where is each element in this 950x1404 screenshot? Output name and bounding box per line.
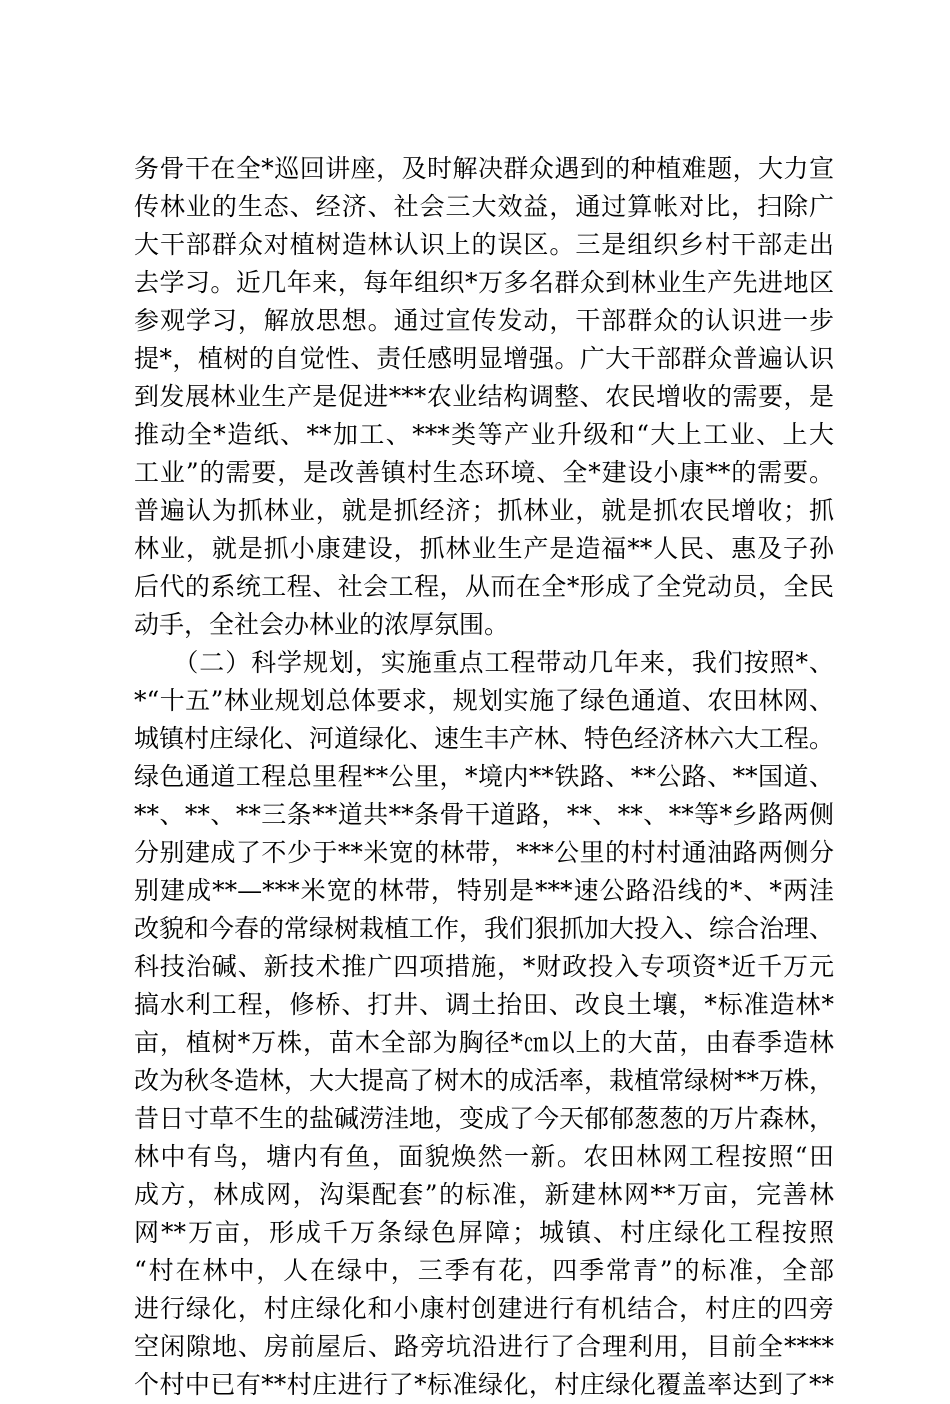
text-line: *“十五”林业规划总体要求，规划实施了绿色通道、农田林网、 <box>134 686 834 715</box>
text-line: 大干部群众对植树造林认识上的误区。三是组织乡村干部走出 <box>134 230 834 259</box>
section-heading-line: （二）科学规划，实施重点工程带动几年来，我们按照*、 <box>134 648 834 677</box>
text-line: 传林业的生态、经济、社会三大效益，通过算帐对比，扫除广 <box>134 192 834 221</box>
text-line: 推动全*造纸、**加工、***类等产业升级和“大上工业、上大 <box>134 420 834 449</box>
document-body <box>134 150 834 1404</box>
text-line: 分别建成了不少于**米宽的林带，***公里的村村通油路两侧分 <box>134 838 834 867</box>
text-line: 搞水利工程，修桥、打井、调土抬田、改良土壤，*标准造林* <box>134 990 834 1019</box>
text-line: 进行绿化，村庄绿化和小康村创建进行有机结合，村庄的四旁 <box>134 1294 834 1323</box>
text-line: 网**万亩，形成千万条绿色屏障；城镇、村庄绿化工程按照 <box>134 1218 834 1247</box>
paragraph-end-line: 动手，全社会办林业的浓厚氛围。 <box>134 610 510 639</box>
text-line: 改为秋冬造林，大大提高了树木的成活率，栽植常绿树**万株， <box>134 1066 835 1095</box>
text-line: 成方，林成网，沟渠配套”的标准，新建林网**万亩，完善林 <box>134 1180 834 1209</box>
text-line: 绿色通道工程总里程**公里，*境内**铁路、**公路、**国道、 <box>134 762 834 791</box>
text-line: 空闲隙地、房前屋后、路旁坑沿进行了合理利用，目前全**** <box>134 1332 834 1361</box>
text-line: 到发展林业生产是促进***农业结构调整、农民增收的需要，是 <box>134 382 834 411</box>
text-line: 参观学习，解放思想。通过宣传发动，干部群众的认识进一步 <box>134 306 834 335</box>
text-line: 林业，就是抓小康建设，抓林业生产是造福**人民、惠及子孙 <box>134 534 834 563</box>
text-line: 务骨干在全*巡回讲座，及时解决群众遇到的种植难题，大力宣 <box>134 154 834 183</box>
text-line: 改貌和今春的常绿树栽植工作，我们狠抓加大投入、综合治理、 <box>134 914 835 943</box>
text-line: 工业”的需要，是改善镇村生态环境、全*建设小康**的需要。 <box>134 458 834 487</box>
text-line: 普遍认为抓林业，就是抓经济；抓林业，就是抓农民增收；抓 <box>134 496 834 525</box>
text-line: 亩，植树*万株，苗木全部为胸径*㎝以上的大苗，由春季造林 <box>134 1028 834 1057</box>
text-line: 个村中已有**村庄进行了*标准绿化，村庄绿化覆盖率达到了** <box>134 1370 834 1399</box>
text-line: 昔日寸草不生的盐碱涝洼地，变成了今天郁郁葱葱的万片森林， <box>134 1104 835 1133</box>
text-line: 林中有鸟，塘内有鱼，面貌焕然一新。农田林网工程按照“田 <box>134 1142 834 1171</box>
text-line: 科技治碱、新技术推广四项措施，*财政投入专项资*近千万元 <box>134 952 834 981</box>
text-line: 城镇村庄绿化、河道绿化、速生丰产林、特色经济林六大工程。 <box>134 724 835 753</box>
text-line: “村在林中，人在绿中，三季有花，四季常青”的标准，全部 <box>134 1256 834 1285</box>
text-line: 后代的系统工程、社会工程，从而在全*形成了全党动员，全民 <box>134 572 834 601</box>
text-line: **、**、**三条**道共**条骨干道路，**、**、**等*乡路两侧 <box>134 800 834 829</box>
text-line: 别建成**—***米宽的林带，特别是***速公路沿线的*、*两洼 <box>134 876 834 905</box>
text-line: 去学习。近几年来，每年组织*万多名群众到林业生产先进地区 <box>134 268 834 297</box>
text-line: 提*，植树的自觉性、责任感明显增强。广大干部群众普遍认识 <box>134 344 834 373</box>
